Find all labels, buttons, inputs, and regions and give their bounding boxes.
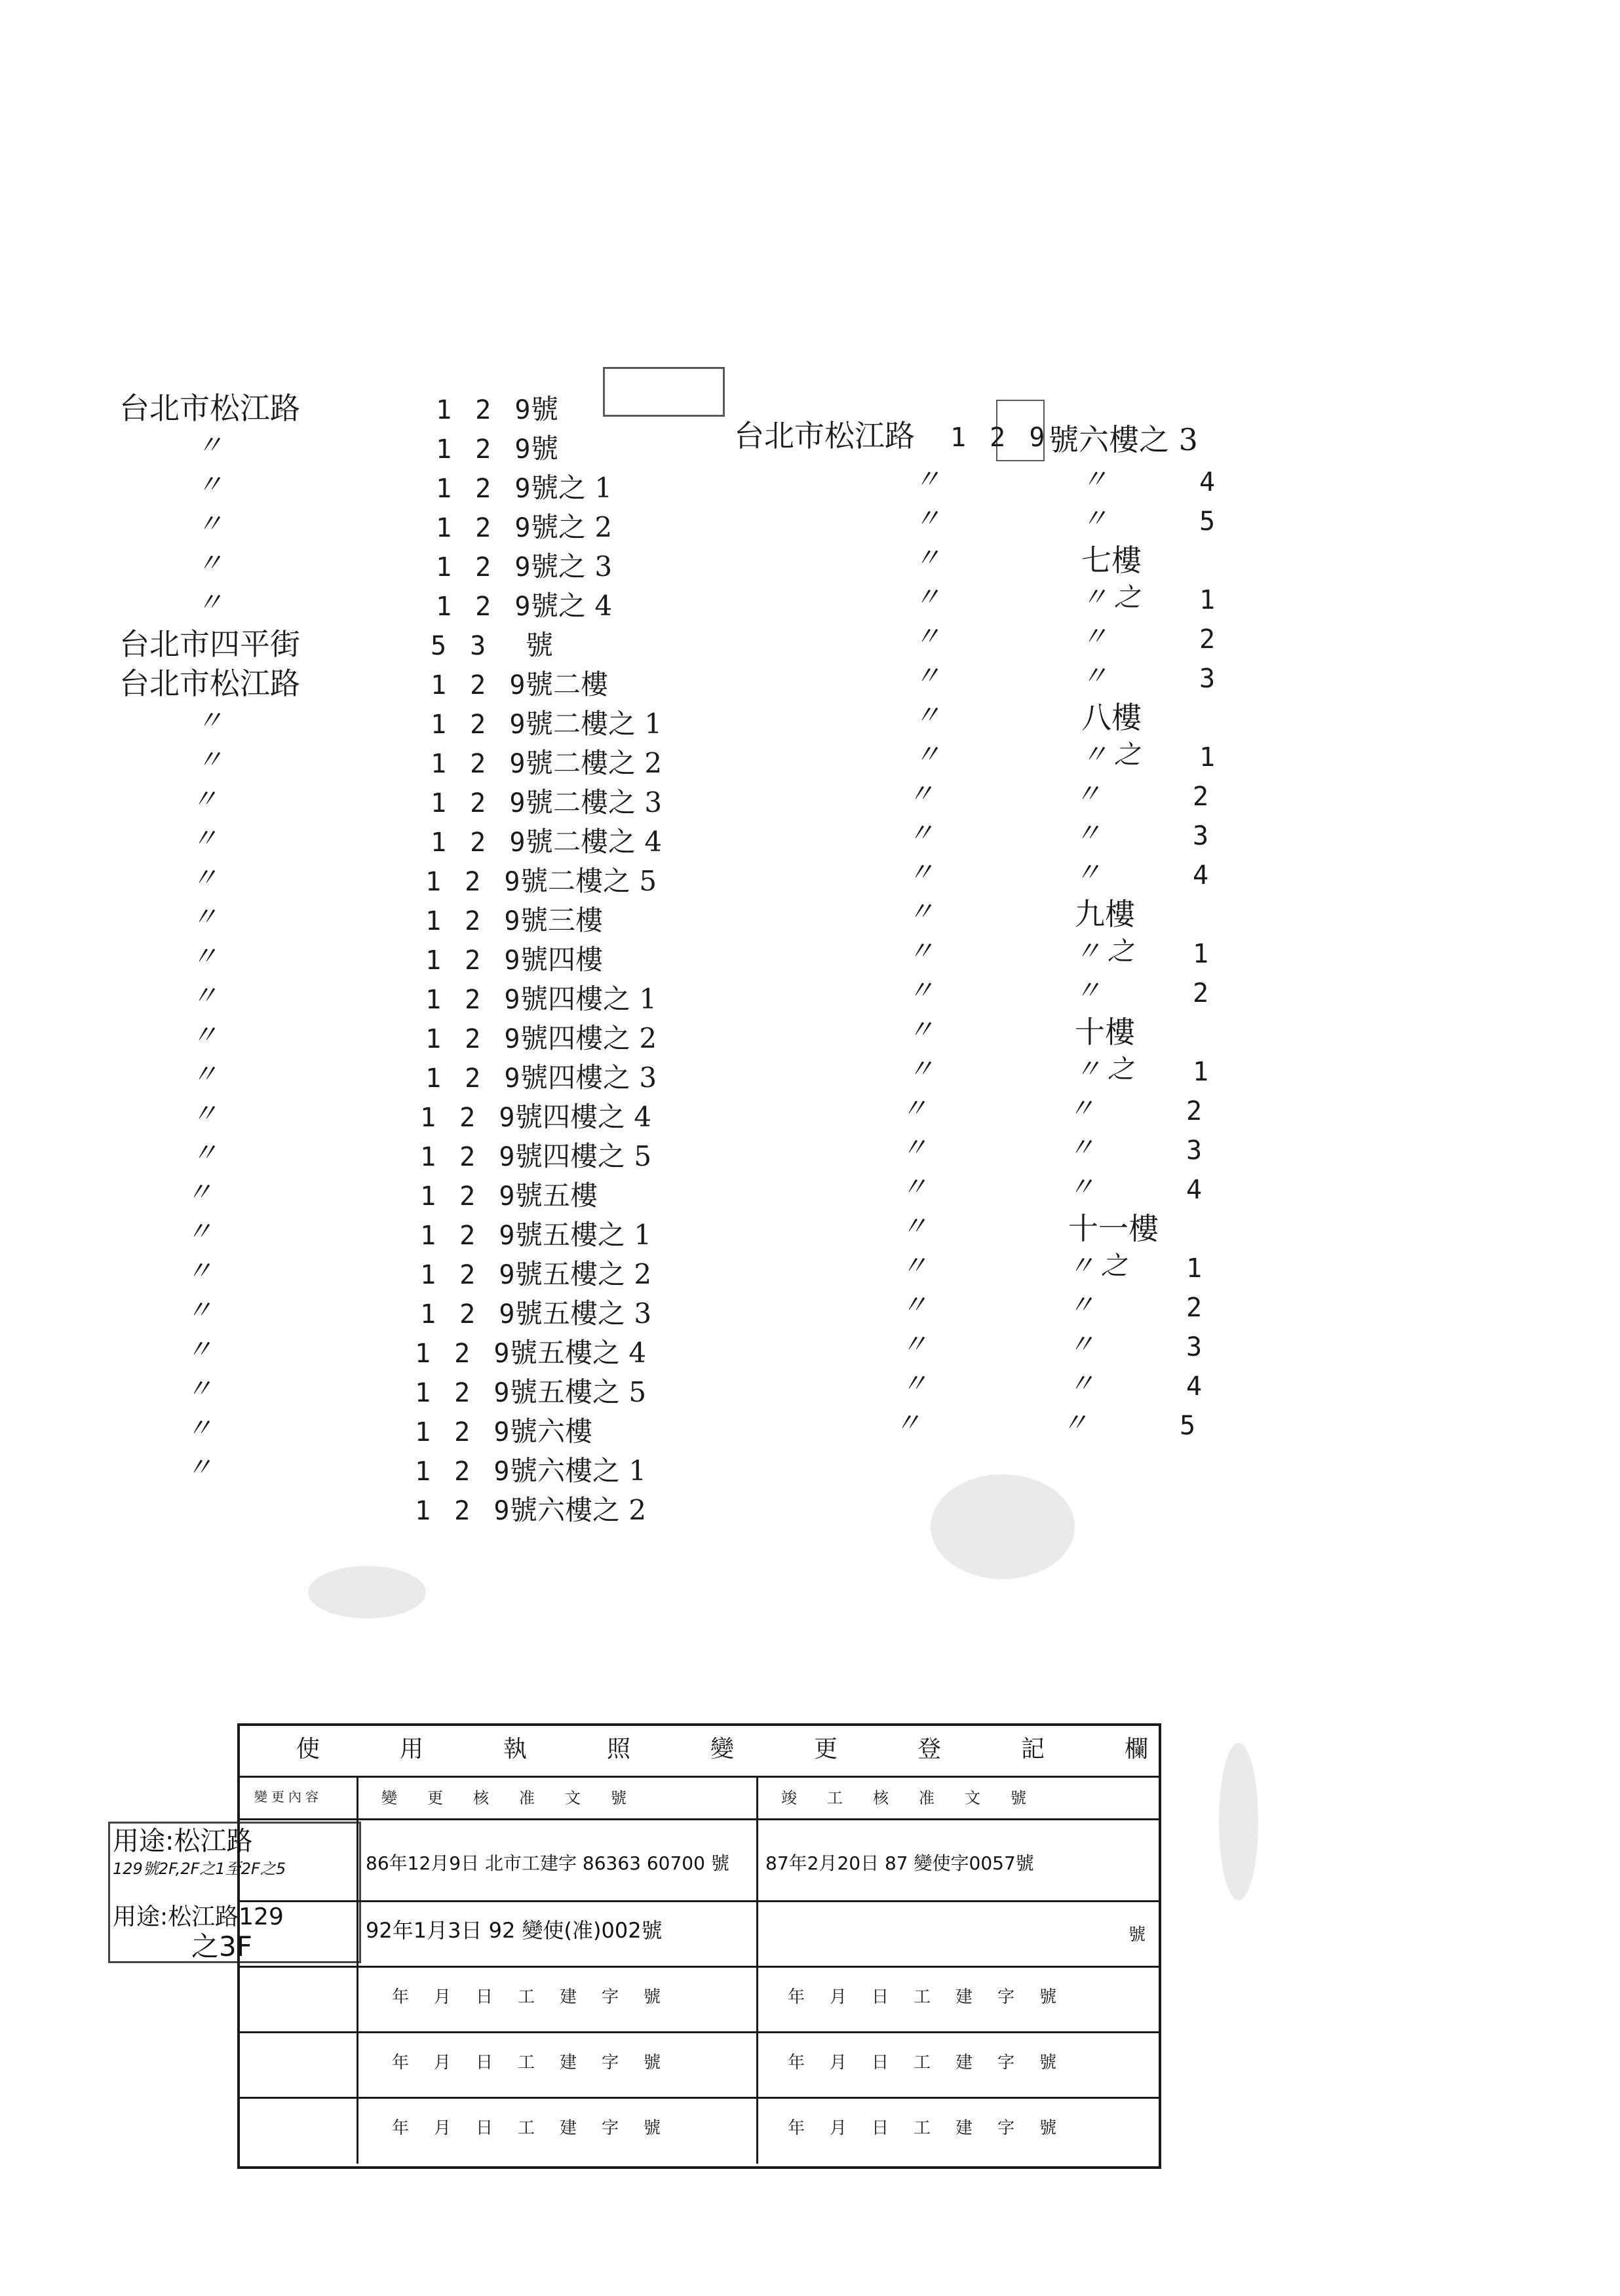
register-divider [237, 2097, 1161, 2099]
register-col-divider [756, 1776, 758, 2164]
blank-row-completion: 年月日工建字號 [788, 2053, 1082, 2073]
left-row-number: 1 2 9 [420, 1142, 519, 1172]
left-row-place: 台北市四平街 [119, 626, 300, 662]
right-row-ditto: 〃 [908, 818, 934, 848]
right-row-num: 1 [1193, 939, 1213, 969]
left-row-suffix: 號之 4 [531, 590, 613, 622]
right-row-num: 2 [1193, 978, 1213, 1008]
entry1-approval: 86年12月9日 北市工建字 86363 60700 號 [366, 1852, 729, 1874]
entry2-content-line2: 之3F [191, 1930, 252, 1962]
left-row-suffix: 號五樓 [515, 1179, 598, 1212]
right-row-num: 2 [1186, 1096, 1206, 1126]
left-row-suffix: 號二樓之 3 [526, 786, 663, 818]
left-row-number: 1 2 9 [420, 1299, 519, 1330]
left-row-suffix: 號二樓之 2 [526, 747, 663, 779]
right-row-floor: 九樓 [1075, 896, 1135, 932]
right-row-floor: 〃 [1062, 1408, 1088, 1438]
left-row-suffix: 號五樓之 4 [510, 1337, 647, 1369]
right-row-ditto: 〃 [901, 1094, 927, 1123]
left-row-number: 1 2 9 [415, 1457, 514, 1487]
left-row-place: 〃 [191, 1138, 218, 1168]
scan-smudge [308, 1566, 426, 1618]
right-row-num: 1 [1186, 1253, 1206, 1284]
left-row-place: 〃 [197, 588, 223, 617]
left-row-number: 1 2 9 [420, 1260, 519, 1290]
entry1-completion: 87年2月20日 87 變使字0057號 [765, 1852, 1034, 1874]
left-row-place: 〃 [191, 863, 218, 892]
right-row-num: 3 [1193, 821, 1213, 851]
register-divider [237, 1900, 1161, 1902]
right-row-floor: 〃 之 [1081, 740, 1140, 769]
left-row-suffix: 號四樓之 1 [520, 983, 657, 1015]
right-row-num: 3 [1199, 664, 1220, 694]
right-row-ditto: 〃 [901, 1251, 927, 1280]
left-row-place: 台北市松江路 [119, 666, 300, 701]
left-row-suffix: 號六樓之 1 [510, 1455, 647, 1487]
left-row-place: 〃 [186, 1177, 212, 1207]
right-row-floor: 〃 之 [1075, 1054, 1134, 1084]
right-row-floor: 〃 之 [1075, 936, 1134, 966]
right-row-ditto: 〃 [895, 1408, 921, 1438]
right-row-ditto: 〃 [908, 936, 934, 966]
left-row-suffix: 號四樓之 2 [520, 1022, 657, 1054]
left-row-number: 1 2 9 [436, 474, 535, 504]
blank-row-completion: 年月日工建字號 [788, 1987, 1082, 2007]
left-row-suffix: 號五樓之 2 [515, 1258, 652, 1290]
register-divider [237, 1966, 1161, 1968]
right-row-floor: 〃 [1081, 622, 1108, 651]
left-row-place: 〃 [191, 942, 218, 971]
right-row-ditto: 〃 [901, 1290, 927, 1320]
left-row-number: 1 2 9 [436, 592, 535, 622]
left-row-suffix: 號二樓 [526, 668, 609, 700]
right-row-ditto: 〃 [914, 583, 940, 612]
left-row-place: 〃 [197, 509, 223, 539]
right-row-ditto: 〃 [914, 622, 940, 651]
left-row-suffix: 號四樓之 5 [515, 1140, 652, 1172]
left-row-suffix: 號五樓之 5 [510, 1376, 647, 1408]
register-divider [237, 1818, 1161, 1820]
left-row-number: 1 2 9 [415, 1339, 514, 1369]
right-row-num: 4 [1199, 467, 1220, 497]
right-row-ditto: 〃 [908, 897, 934, 927]
left-row-number: 1 2 9 [425, 1063, 524, 1094]
left-row-number: 1 2 9 [431, 670, 530, 700]
right-row-ditto: 〃 [908, 1054, 934, 1084]
right-row-num: 4 [1193, 860, 1213, 890]
entry2-content-line1: 用途:松江路129 [113, 1904, 284, 1930]
left-row-suffix: 號四樓之 3 [520, 1062, 657, 1094]
left-row-place: 〃 [191, 981, 218, 1010]
right-row-num: 2 [1199, 624, 1220, 655]
left-row-suffix: 號二樓之 5 [520, 865, 657, 897]
left-row-number: 1 2 9 [420, 1103, 519, 1133]
left-row-place: 〃 [197, 745, 223, 775]
stamp-mark [603, 367, 725, 417]
left-row-number: 1 2 9 [425, 985, 524, 1015]
right-row-floor: 〃 [1075, 858, 1101, 887]
left-row-suffix: 號六樓 [510, 1415, 593, 1447]
scan-smudge [1219, 1743, 1258, 1900]
right-row-num: 5 [1180, 1411, 1200, 1441]
right-row-floor: 〃 [1068, 1369, 1094, 1398]
right-row-num: 2 [1193, 782, 1213, 812]
left-row-place: 〃 [186, 1413, 212, 1443]
right-row-num: 2 [1186, 1293, 1206, 1323]
left-row-place: 〃 [191, 784, 218, 814]
left-row-place: 台北市松江路 [119, 391, 300, 426]
col-header-approval: 變更核准文號 [381, 1789, 657, 1807]
left-row-place: 〃 [191, 824, 218, 853]
left-row-number: 1 2 9 [420, 1221, 519, 1251]
left-row-suffix: 號之 3 [531, 550, 613, 583]
left-row-suffix: 號五樓之 3 [515, 1297, 652, 1330]
right-row-ditto: 〃 [908, 779, 934, 809]
left-row-number: 1 2 9 [431, 749, 530, 779]
left-row-place: 〃 [186, 1295, 212, 1325]
left-row-suffix: 號四樓之 4 [515, 1101, 652, 1133]
blank-row-approval: 年月日工建字號 [392, 2053, 686, 2073]
left-row-number: 1 2 9 [431, 788, 530, 818]
left-row-place: 〃 [186, 1217, 212, 1246]
right-row-ditto: 〃 [914, 465, 940, 494]
left-row-place: 〃 [186, 1453, 212, 1482]
right-row-floor: 七樓 [1081, 543, 1142, 578]
left-row-number: 1 2 9 [415, 1496, 514, 1526]
left-row-number: 1 2 9 [436, 552, 535, 583]
left-row-place: 〃 [191, 902, 218, 932]
left-row-suffix: 號 [526, 629, 554, 661]
right-row-num: 3 [1186, 1332, 1206, 1362]
right-row-num: 1 [1199, 742, 1220, 773]
left-row-number: 1 2 9 [431, 710, 530, 740]
scan-smudge [931, 1474, 1075, 1579]
register-divider [237, 1776, 1161, 1778]
left-row-suffix: 號之 2 [531, 511, 613, 543]
right-row-floor: 〃 之 [1081, 583, 1140, 612]
left-row-number: 1 2 9 [425, 946, 524, 976]
left-row-place: 〃 [186, 1374, 212, 1404]
right-row-num: 1 [1199, 585, 1220, 615]
left-row-suffix: 號二樓之 1 [526, 708, 663, 740]
right-row-ditto: 〃 [908, 858, 934, 887]
right-row-floor: 〃 [1075, 818, 1101, 848]
entry1-content-line1: 用途:松江路 [113, 1826, 253, 1856]
left-row-suffix: 號 [531, 393, 559, 425]
right-row-num: 4 [1186, 1175, 1206, 1205]
right-row-floor: 〃 [1081, 504, 1108, 533]
left-row-place: 〃 [197, 430, 223, 460]
register-divider [237, 2031, 1161, 2033]
register-title: 使用執照變更登記欄 [296, 1736, 1229, 1763]
left-row-number: 1 2 9 [436, 434, 535, 465]
entry1-content-line2: 129號2F,2F之1至2F之5 [113, 1860, 286, 1878]
left-row-suffix: 號 [531, 432, 559, 465]
handwritten-content-box [108, 1822, 361, 1963]
left-row-number: 1 2 9 [420, 1181, 519, 1212]
right-row-num: 3 [1186, 1136, 1206, 1166]
col-header-completion: 竣工核准文號 [781, 1789, 1056, 1807]
blank-row-approval: 年月日工建字號 [392, 2118, 686, 2138]
left-row-place: 〃 [191, 1099, 218, 1128]
left-row-suffix: 號五樓之 1 [515, 1219, 652, 1251]
right-row-floor: 〃 [1068, 1133, 1094, 1162]
right-row-ditto: 〃 [914, 504, 940, 533]
right-row-floor: 〃 [1068, 1094, 1094, 1123]
left-row-place: 〃 [186, 1335, 212, 1364]
left-row-suffix: 號四樓 [520, 944, 604, 976]
right-header-suffix: 號六樓之 3 [1049, 422, 1198, 457]
license-change-register [113, 1723, 1229, 2169]
right-row-floor: 〃 [1068, 1172, 1094, 1202]
right-row-ditto: 〃 [914, 661, 940, 691]
entry2-approval: 92年1月3日 92 變使(准)002號 [366, 1918, 663, 1943]
left-row-suffix: 號之 1 [531, 472, 613, 504]
left-row-place: 〃 [197, 470, 223, 499]
right-row-ditto: 〃 [901, 1172, 927, 1202]
right-row-ditto: 〃 [901, 1330, 927, 1359]
right-row-num: 5 [1199, 507, 1220, 537]
left-row-number: 1 2 9 [436, 513, 535, 543]
right-header-place: 台北市松江路 [734, 418, 915, 453]
col-header-change: 變更內容 [254, 1789, 322, 1805]
right-row-floor: 〃 之 [1068, 1251, 1127, 1280]
right-row-ditto: 〃 [901, 1212, 927, 1241]
right-row-floor: 〃 [1068, 1330, 1094, 1359]
left-row-number: 5 3 [431, 631, 490, 661]
left-row-suffix: 號三樓 [520, 904, 604, 936]
right-row-floor: 〃 [1075, 779, 1101, 809]
right-row-ditto: 〃 [908, 976, 934, 1005]
left-row-place: 〃 [186, 1256, 212, 1286]
left-row-number: 1 2 9 [436, 395, 535, 425]
right-row-ditto: 〃 [914, 740, 940, 769]
left-row-number: 1 2 9 [425, 1024, 524, 1054]
right-row-num: 1 [1193, 1057, 1213, 1087]
right-row-floor: 〃 [1081, 465, 1108, 494]
left-row-place: 〃 [197, 706, 223, 735]
left-row-place: 〃 [197, 548, 223, 578]
left-row-place: 〃 [191, 1060, 218, 1089]
right-row-ditto: 〃 [901, 1133, 927, 1162]
left-row-suffix: 號六樓之 2 [510, 1494, 647, 1526]
right-row-ditto: 〃 [914, 700, 940, 730]
left-row-number: 1 2 9 [425, 867, 524, 897]
left-row-number: 1 2 9 [415, 1378, 514, 1408]
right-row-ditto: 〃 [901, 1369, 927, 1398]
right-row-ditto: 〃 [908, 1015, 934, 1044]
right-row-floor: 〃 [1068, 1290, 1094, 1320]
left-row-number: 1 2 9 [415, 1417, 514, 1447]
right-row-floor: 八樓 [1081, 700, 1142, 735]
entry2-completion: 號 [1128, 1925, 1146, 1945]
right-row-floor: 〃 [1081, 661, 1108, 691]
left-row-place: 〃 [191, 1020, 218, 1050]
right-row-ditto: 〃 [914, 543, 940, 573]
blank-row-approval: 年月日工建字號 [392, 1987, 686, 2007]
left-row-suffix: 號二樓之 4 [526, 826, 663, 858]
right-row-num: 4 [1186, 1371, 1206, 1402]
left-row-number: 1 2 9 [425, 906, 524, 936]
left-row-number: 1 2 9 [431, 828, 530, 858]
right-header-number: 1 2 9 [950, 423, 1049, 453]
blank-row-completion: 年月日工建字號 [788, 2118, 1082, 2138]
right-row-floor: 十樓 [1075, 1014, 1135, 1050]
right-row-floor: 〃 [1075, 976, 1101, 1005]
right-row-floor: 十一樓 [1068, 1211, 1159, 1246]
